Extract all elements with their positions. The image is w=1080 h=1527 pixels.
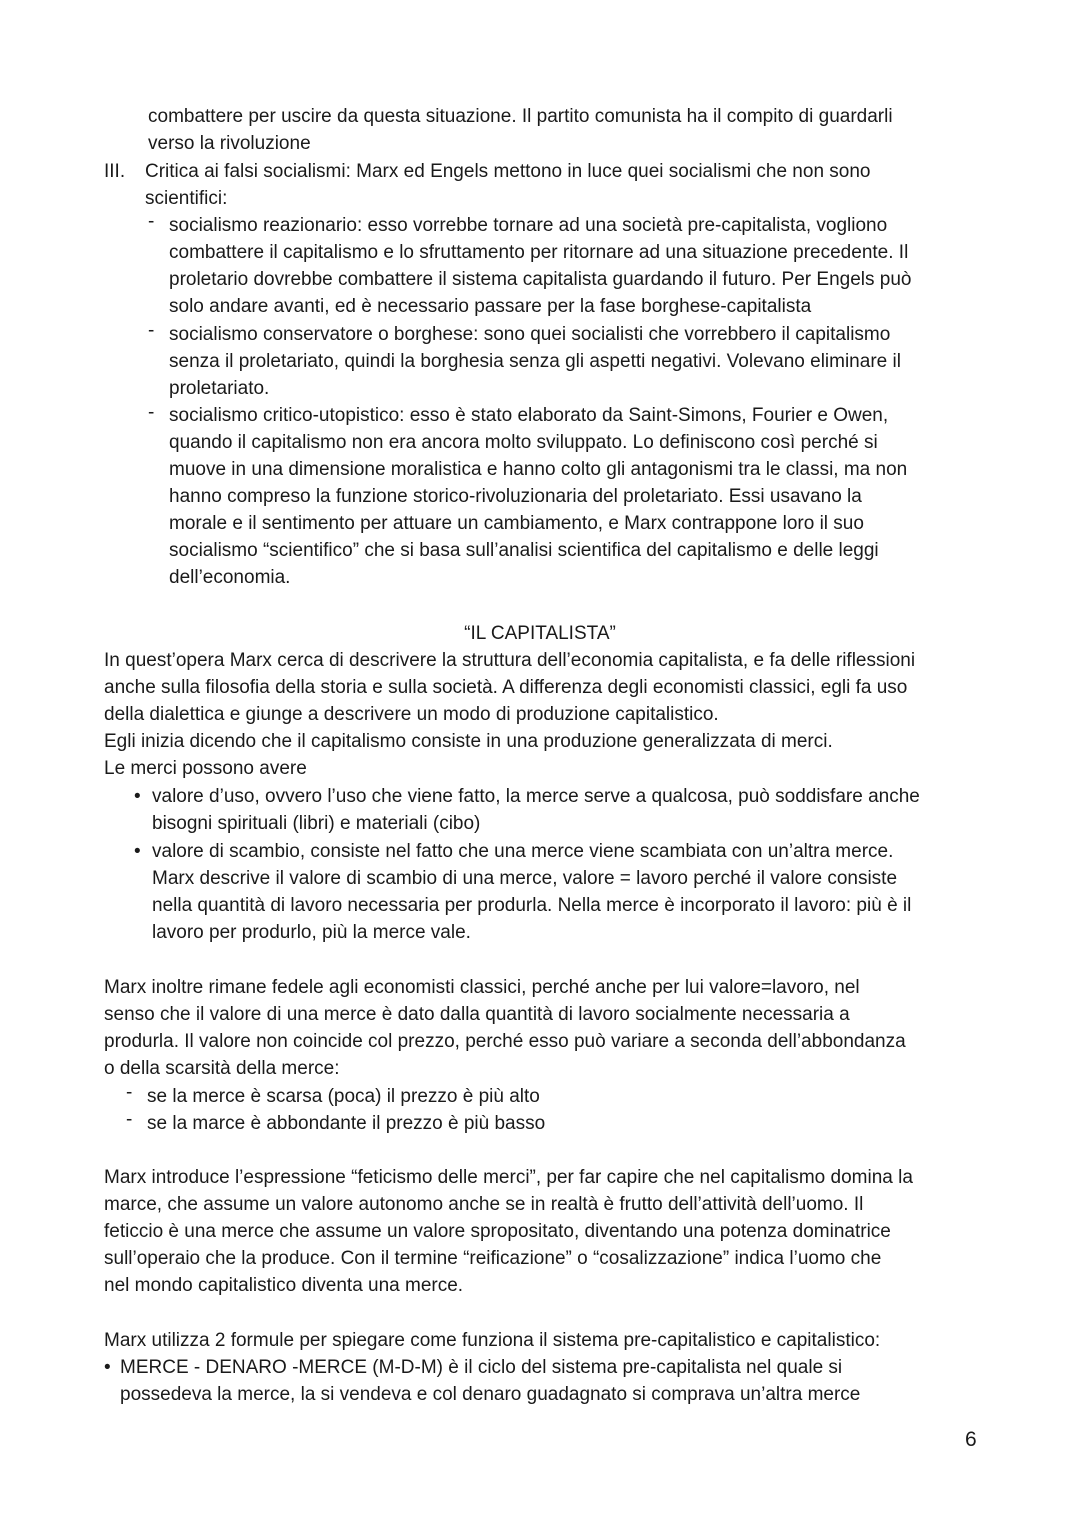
text-line: valore di scambio, consiste nel fatto che una merce viene scambiata con un’altra merce. xyxy=(152,841,894,862)
section-3-heading xyxy=(145,158,871,212)
text-line: MERCE - DENARO -MERCE (M-D-M) è il ciclo del sistema pre-capitalista nel quale si xyxy=(120,1357,843,1378)
text-line: hanno compreso la funzione storico-rivoluzionaria del proletariato. Essi usavano la xyxy=(169,486,862,507)
intro-paragraph xyxy=(148,103,893,157)
text-line: Marx inoltre rimane fedele agli economisti classici, perché anche per lui valore=lavoro, nel xyxy=(104,977,860,998)
text-line: Marx introduce l’espressione “feticismo delle merci”, per far capire che nel capitalismo domina la xyxy=(104,1167,913,1188)
text-line: lavoro per produrlo, più la merce vale. xyxy=(152,922,471,943)
text-line: feticcio è una merce che assume un valore spropositato, diventando una potenza dominatrice xyxy=(104,1221,891,1242)
text-line: socialismo conservatore o borghese: sono quei socialisti che vorrebbero il capitalismo xyxy=(169,324,891,345)
text-line: quando il capitalismo non era ancora molto sviluppato. Lo definiscono così perché si xyxy=(169,432,878,453)
text-line: solo andare avanti, ed è necessario passare per la fase borghese-capitalista xyxy=(169,296,812,317)
text-line: anche sulla filosofia della storia e sulla società. A differenza degli economisti classici, egli fa uso xyxy=(104,677,908,698)
text-line: proletario dovrebbe combattere il sistema capitalista guardando il futuro. Per Engels può xyxy=(169,269,912,290)
dash-marker: - xyxy=(148,211,155,232)
text-line: senso che il valore di una merce è dato dalla quantità di lavoro socialmente necessaria a xyxy=(104,1004,850,1025)
text-line: valore d’uso, ovvero l’uso che viene fatto, la merce serve a qualcosa, può soddisfare anche xyxy=(152,786,920,807)
text-line: proletariato. xyxy=(169,378,270,399)
list-item-socialismo-reazionario xyxy=(169,212,911,320)
text-line: della dialettica e giunge a descrivere un modo di produzione capitalistico. xyxy=(104,704,719,725)
dash-marker: - xyxy=(126,1109,133,1130)
text-line: Le merci possono avere xyxy=(104,758,307,779)
text-line: produrla. Il valore non coincide col prezzo, perché esso può variare a seconda dell’abbondanza xyxy=(104,1031,906,1052)
paragraph-intro-capitalista xyxy=(104,647,915,782)
bullet-marker: • xyxy=(104,1357,111,1378)
paragraph-feticismo xyxy=(104,1164,913,1299)
text-line: muove in una dimensione moralistica e hanno colto gli antagonismi tra le classi, ma non xyxy=(169,459,908,480)
text-line: o della scarsità della merce: xyxy=(104,1058,340,1079)
page-number: 6 xyxy=(965,1428,977,1451)
text-line: nella quantità di lavoro necessaria per produrla. Nella merce è incorporato il lavoro: più è il xyxy=(152,895,912,916)
text-line: socialismo reazionario: esso vorrebbe tornare ad una società pre-capitalista, vogliono xyxy=(169,215,888,236)
text-line: Critica ai falsi socialismi: Marx ed Engels mettono in luce quei socialismi che non sono xyxy=(145,161,871,182)
text-line: socialismo critico-utopistico: esso è stato elaborato da Saint-Simons, Fourier e Owen, xyxy=(169,405,889,426)
list-item-valore-scambio xyxy=(152,838,911,946)
list-item-socialismo-conservatore xyxy=(169,321,901,402)
dash-marker: - xyxy=(148,320,155,341)
list-item-merce-abbondante: se la marce è abbondante il prezzo è più basso xyxy=(147,1113,546,1134)
text-line: Marx utilizza 2 formule per spiegare come funziona il sistema pre-capitalistico e capitalistico: xyxy=(104,1330,881,1351)
bullet-marker: • xyxy=(134,786,141,807)
list-item-formula-mdm xyxy=(120,1354,860,1408)
text-line: combattere per uscire da questa situazione. Il partito comunista ha il compito di guardarli xyxy=(148,106,893,127)
list-item-socialismo-utopistico xyxy=(169,402,907,591)
section-heading: “IL CAPITALISTA” xyxy=(464,623,616,644)
dash-marker: - xyxy=(126,1082,133,1103)
text-line: Marx descrive il valore di scambio di una merce, valore = lavoro perché il valore consiste xyxy=(152,868,898,889)
list-item-merce-scarsa: se la merce è scarsa (poca) il prezzo è più alto xyxy=(147,1086,540,1107)
text-line: sull’operaio che la produce. Con il termine “reificazione” o “cosalizzazione” indica l’uomo che xyxy=(104,1248,882,1269)
text-line: dell’economia. xyxy=(169,567,291,588)
paragraph-valore-lavoro xyxy=(104,974,906,1082)
text-line: nel mondo capitalistico diventa una merce. xyxy=(104,1275,464,1296)
text-line: verso la rivoluzione xyxy=(148,133,311,154)
text-line: morale e il sentimento per attuare un cambiamento, e Marx contrappone loro il suo xyxy=(169,513,864,534)
bullet-marker: • xyxy=(134,841,141,862)
text-line: marce, che assume un valore autonomo anche se in realtà è frutto dell’attività dell’uomo. Il xyxy=(104,1194,864,1215)
list-item-valore-uso xyxy=(152,783,920,837)
paragraph-formule xyxy=(104,1327,880,1354)
text-line: socialismo “scientifico” che si basa sull’analisi scientifica del capitalismo e delle leggi xyxy=(169,540,879,561)
text-line: possedeva la merce, la si vendeva e col denaro guadagnato si comprava un’altra merce xyxy=(120,1384,861,1405)
text-line: Egli inizia dicendo che il capitalismo consiste in una produzione generalizzata di merci. xyxy=(104,731,833,752)
text-line: scientifici: xyxy=(145,188,228,209)
text-line: bisogni spirituali (libri) e materiali (cibo) xyxy=(152,813,481,834)
text-line: combattere il capitalismo e lo sfruttamento per ritornare ad una situazione precedente. Il xyxy=(169,242,909,263)
text-line: In quest’opera Marx cerca di descrivere la struttura dell’economia capitalista, e fa delle riflessioni xyxy=(104,650,916,671)
text-line: senza il proletariato, quindi la borghesia senza gli aspetti negativi. Volevano eliminare il xyxy=(169,351,901,372)
dash-marker: - xyxy=(148,402,155,423)
roman-numeral-marker: III. xyxy=(104,161,126,182)
